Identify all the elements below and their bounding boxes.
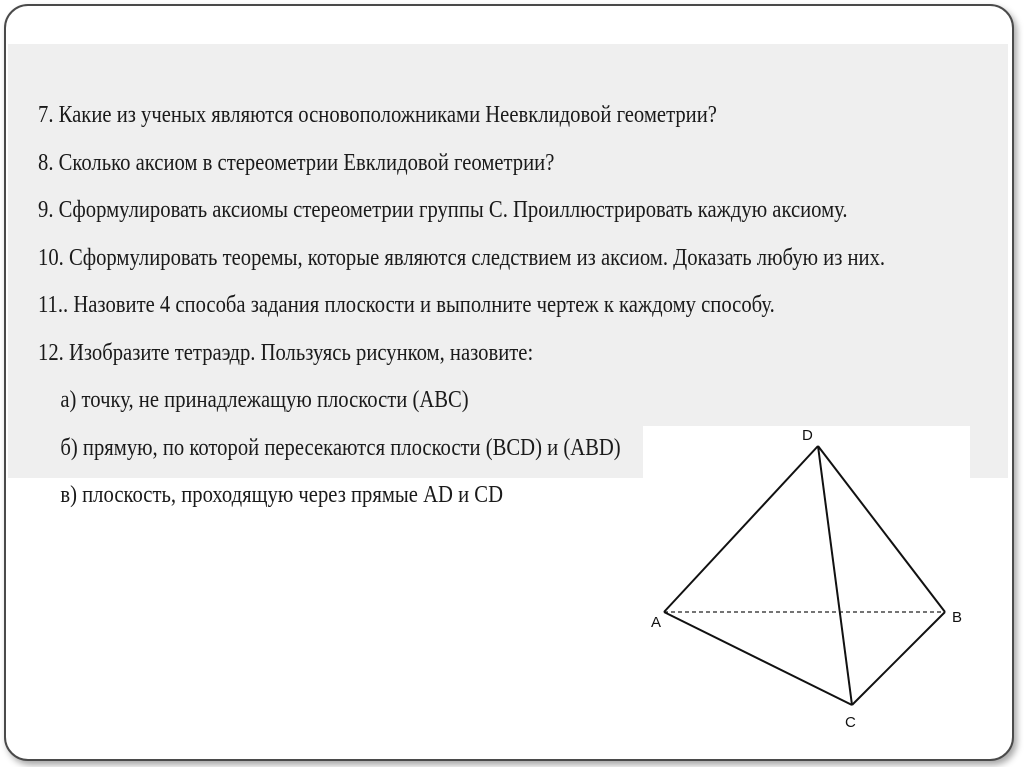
question-10: 10. Сформулировать теоремы, которые являются следствием из аксиом. Доказать любую из них. (38, 244, 886, 271)
question-12: 12. Изобразите тетраэдр. Пользуясь рисунком, назовите: (38, 339, 534, 366)
tetrahedron-drawing (643, 426, 970, 740)
question-12-v: в) плоскость, проходящую через прямые AD и CD (60, 482, 503, 508)
question-12-b: б) прямую, по которой пересекаются плоскости (BCD) и (ABD) (60, 434, 621, 461)
tetrahedron-figure (643, 426, 970, 740)
vertex-label-d: D (802, 427, 813, 444)
vertex-label-a: A (651, 614, 662, 631)
question-8: 8. Сколько аксиом в стереометрии Евклидовой геометрии? (38, 149, 555, 176)
vertex-label-c: C (845, 714, 856, 731)
edge-bc (852, 612, 945, 705)
edge-ad (664, 446, 818, 612)
edge-ac (664, 612, 852, 705)
question-11: 11.. Назовите 4 способа задания плоскости и выполните чертеж к каждому способу. (38, 292, 775, 318)
question-7: 7. Какие из ученых являются основоположниками Неевклидовой геометрии? (38, 102, 717, 128)
question-panel (8, 44, 1008, 508)
vertex-label-b: B (952, 609, 963, 626)
question-9: 9. Сформулировать аксиомы стереометрии группы С. Проиллюстрировать каждую аксиому. (38, 197, 848, 223)
question-12-a: а) точку, не принадлежащую плоскости (ABC) (60, 387, 469, 413)
